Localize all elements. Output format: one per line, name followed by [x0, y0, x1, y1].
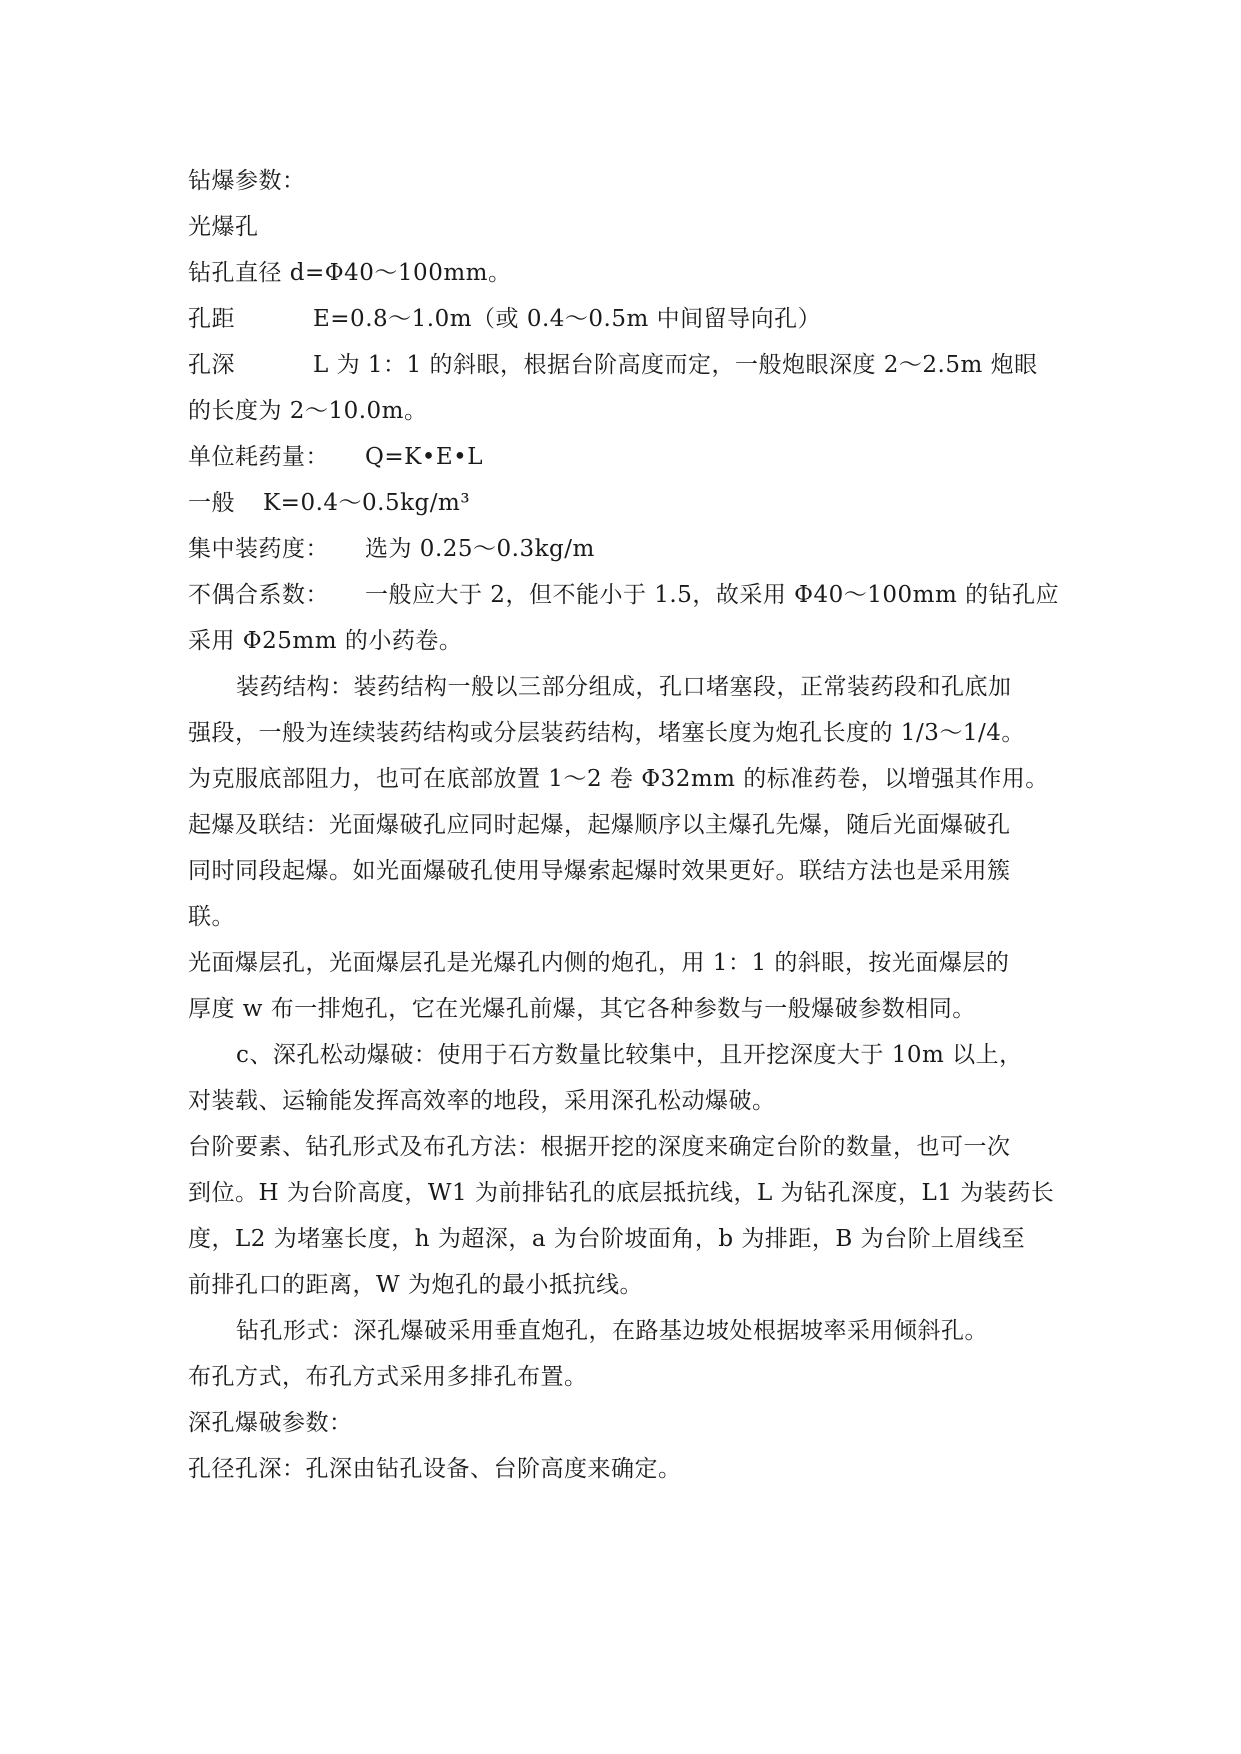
text-line: [188, 526, 1068, 572]
text-line: 采用 Φ25mm 的小药卷。: [188, 628, 463, 654]
text-line: 联。: [188, 904, 235, 930]
text-line: [188, 572, 1068, 618]
text-line: 台阶要素、钻孔形式及布孔方法：根据开挖的深度来确定台阶的数量，也可一次: [188, 1134, 1011, 1160]
text-line: 前排孔口的距离，W 为炮孔的最小抵抗线。: [188, 1272, 643, 1298]
term-label: 一般: [188, 490, 235, 516]
text-line: 度，L2 为堵塞长度，h 为超深，a 为台阶坡面角，b 为排距，B 为台阶上眉线至: [188, 1226, 1026, 1252]
text-line: 光爆孔: [188, 214, 259, 240]
text-line: 孔径孔深：孔深由钻孔设备、台阶高度来确定。: [188, 1456, 682, 1482]
text-line: 光面爆层孔，光面爆层孔是光爆孔内侧的炮孔，用 1：1 的斜眼，按光面爆层的: [188, 950, 1010, 976]
text-line: 钻孔形式：深孔爆破采用垂直炮孔，在路基边坡处根据坡率采用倾斜孔。: [236, 1318, 988, 1344]
text-line: 钻孔直径 d=Φ40～100mm。: [188, 260, 512, 286]
text-line: [188, 342, 1068, 388]
text-line: 装药结构：装药结构一般以三部分组成，孔口堵塞段，正常装药段和孔底加: [236, 674, 1012, 700]
term-label: 孔距: [188, 306, 235, 332]
text-line: 的长度为 2～10.0m。: [188, 398, 428, 424]
text-line: 为克服底部阻力，也可在底部放置 1～2 卷 Φ32mm 的标准药卷，以增强其作用。: [188, 766, 1049, 792]
text-line: [188, 480, 1068, 526]
text-line: c、深孔松动爆破：使用于石方数量比较集中，且开挖深度大于 10m 以上，: [236, 1042, 1023, 1068]
text-line: [188, 296, 1068, 342]
text-line: 同时同段起爆。如光面爆破孔使用导爆索起爆时效果更好。联结方法也是采用簇: [188, 858, 1011, 884]
term-value: L 为 1：1 的斜眼，根据台阶高度而定，一般炮眼深度 2～2.5m 炮眼: [313, 352, 1038, 378]
term-value: 选为 0.25～0.3kg/m: [365, 536, 595, 562]
text-line: 强段，一般为连续装药结构或分层装药结构，堵塞长度为炮孔长度的 1/3～1/4。: [188, 720, 1025, 746]
term-value: 一般应大于 2，但不能小于 1.5，故采用 Φ40～100mm 的钻孔应: [365, 582, 1060, 608]
term-label: 孔深: [188, 352, 235, 378]
term-label: 不偶合系数：: [188, 582, 329, 608]
text-line: 对装载、运输能发挥高效率的地段，采用深孔松动爆破。: [188, 1088, 776, 1114]
text-line: [188, 434, 1068, 480]
term-label: 单位耗药量：: [188, 444, 329, 470]
term-value: Q=K•E•L: [365, 444, 484, 470]
text-line: 到位。H 为台阶高度，W1 为前排钻孔的底层抵抗线，L 为钻孔深度，L1 为装药长: [188, 1180, 1055, 1206]
text-line: 布孔方式，布孔方式采用多排孔布置。: [188, 1364, 588, 1390]
term-value: K=0.4～0.5kg/m³: [263, 490, 471, 516]
text-line: 起爆及联结：光面爆破孔应同时起爆，起爆顺序以主爆孔先爆，随后光面爆破孔: [188, 812, 1011, 838]
text-line: 深孔爆破参数：: [188, 1410, 353, 1436]
term-value: E=0.8～1.0m（或 0.4～0.5m 中间留导向孔）: [313, 306, 822, 332]
text-line: 钻爆参数：: [188, 168, 306, 194]
term-label: 集中装药度：: [188, 536, 329, 562]
text-line: 厚度 w 布一排炮孔，它在光爆孔前爆，其它各种参数与一般爆破参数相同。: [188, 996, 976, 1022]
document-body: [188, 158, 1068, 1492]
